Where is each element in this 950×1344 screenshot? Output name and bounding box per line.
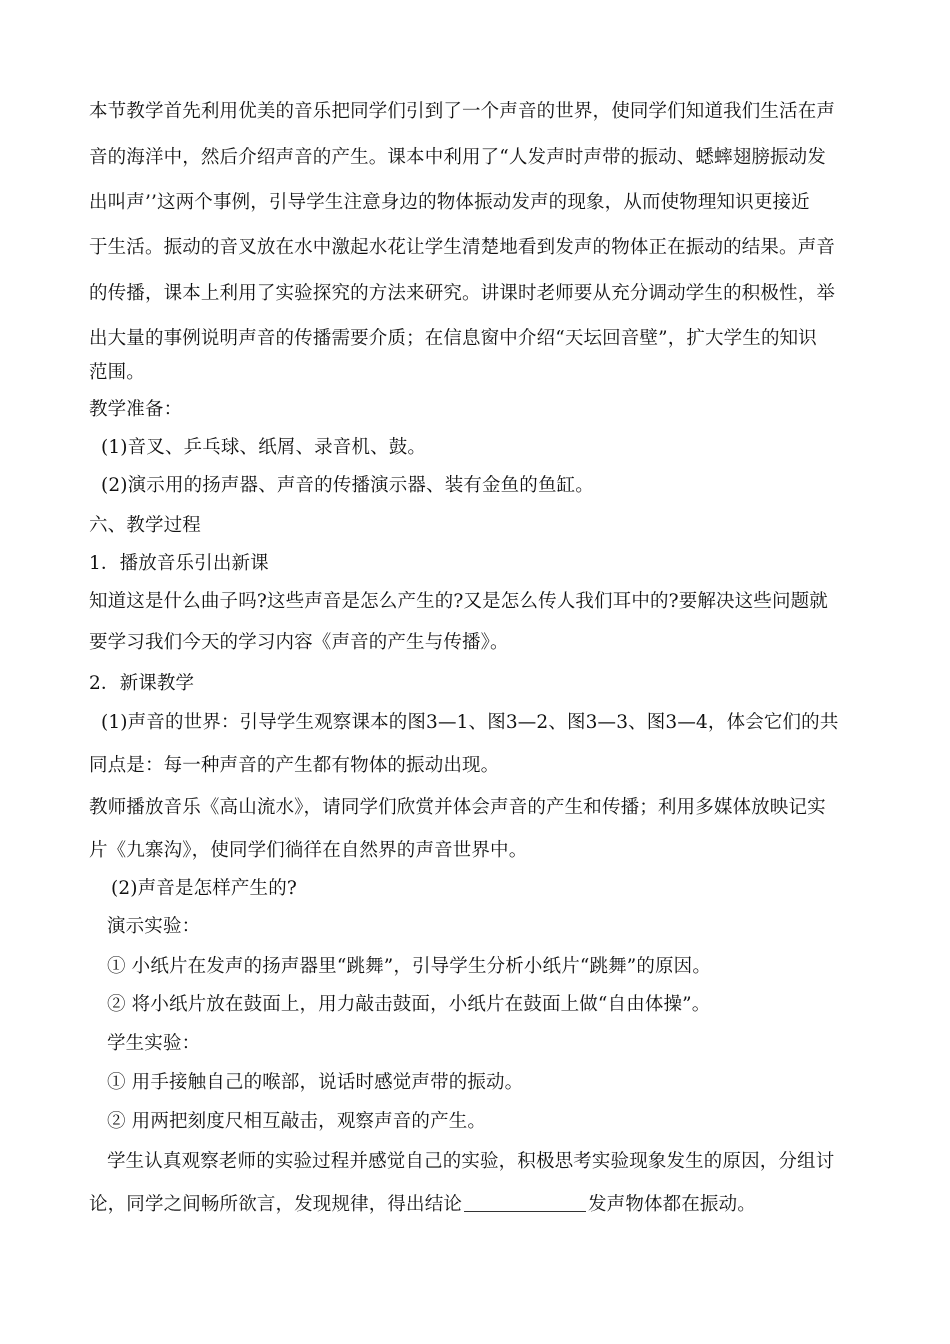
intro-line: 的传播，课本上利用了实验探究的方法来研究。讲课时老师要从充分调动学生的积极性，举 <box>89 283 836 304</box>
intro-line: 音的海洋中，然后介绍声音的产生。课本中利用了“人发声时声带的振动、蟋蟀翅膀振动发 <box>89 147 826 168</box>
student-item: ② 用两把刻度尺相互敲击，观察声音的产生。 <box>107 1111 487 1132</box>
conclusion-line <box>89 1193 756 1217</box>
music-line: 片《九寨沟》，使同学们徜徉在自然界的声音世界中。 <box>89 840 528 861</box>
intro-line: 本节教学首先利用优美的音乐把同学们引到了一个声音的世界，使同学们知道我们生活在声 <box>89 101 836 122</box>
sound-world-line: (1)声音的世界：引导学生观察课本的图3—1、图3—2、图3—3、图3—4，体会它们的共 <box>101 712 839 733</box>
music-line: 教师播放音乐《高山流水》，请同学们欣赏并体会声音的产生和传播；利用多媒体放映记实 <box>89 797 826 818</box>
intro-line: 于生活。振动的音叉放在水中激起水花让学生清楚地看到发声的物体正在振动的结果。声音 <box>89 237 836 258</box>
intro-line: 出大量的事例说明声音的传播需要介质；在信息窗中介绍“天坛回音壁”，扩大学生的知识 <box>89 328 817 349</box>
demo-heading: 演示实验： <box>107 916 201 937</box>
question-heading: (2)声音是怎样产生的? <box>111 878 297 899</box>
student-item: ① 用手接触自己的喉部，说话时感觉声带的振动。 <box>107 1072 524 1093</box>
intro-line: 范围。 <box>89 362 145 383</box>
sound-world-line: 同点是：每一种声音的产生都有物体的振动出现。 <box>89 755 500 776</box>
intro-line: 出叫声’’这两个事例，引导学生注意身边的物体振动发声的现象，从而使物理知识更接近 <box>89 192 810 213</box>
fill-in-blank <box>464 1193 586 1212</box>
prep-heading: 教学准备： <box>89 399 183 420</box>
prep-item: (1)音叉、乒乓球、纸屑、录音机、鼓。 <box>101 437 427 458</box>
conclusion-text: 发声物体都在振动。 <box>588 1194 756 1215</box>
step1-line: 要学习我们今天的学习内容《声音的产生与传播》。 <box>89 632 509 653</box>
step1-heading: 1．播放音乐引出新课 <box>89 553 269 574</box>
step2-heading: 2．新课教学 <box>89 673 195 694</box>
student-heading: 学生实验： <box>107 1033 201 1054</box>
demo-item: ① 小纸片在发声的扬声器里“跳舞”，引导学生分析小纸片“跳舞”的原因。 <box>107 956 711 977</box>
conclusion-line: 学生认真观察老师的实验过程并感觉自己的实验，积极思考实验现象发生的原因，分组讨 <box>107 1151 835 1172</box>
process-heading: 六、教学过程 <box>89 515 201 536</box>
conclusion-text: 论，同学之间畅所欲言，发现规律，得出结论 <box>89 1194 463 1215</box>
demo-item: ② 将小纸片放在鼓面上，用力敲击鼓面，小纸片在鼓面上做“自由体操”。 <box>107 994 711 1015</box>
step1-line: 知道这是什么曲子吗?这些声音是怎么产生的?又是怎么传人我们耳中的?要解决这些问题就 <box>89 591 828 612</box>
prep-item: (2)演示用的扬声器、声音的传播演示器、装有金鱼的鱼缸。 <box>101 475 594 496</box>
